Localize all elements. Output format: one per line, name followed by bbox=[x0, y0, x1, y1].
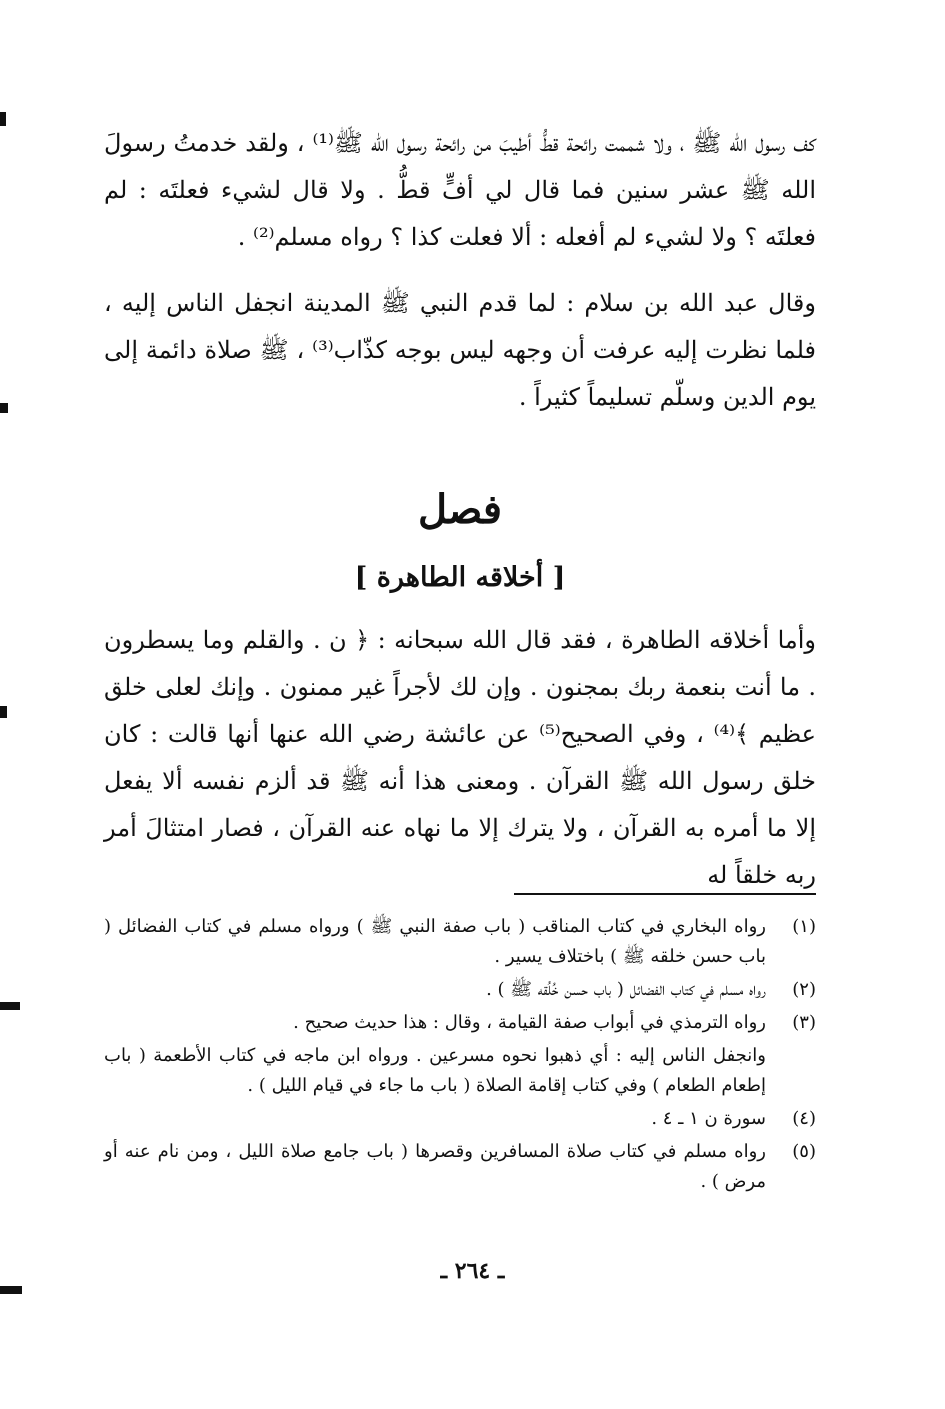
footnote-text: رواه مسلم في كتاب صلاة المسافرين وقصرها ( باب جامع صلاة الليل ، ومن نام عنه أو مرض ) . bbox=[104, 1141, 766, 1192]
scan-edge-mark bbox=[0, 403, 8, 413]
paragraph-text: كف رسول الله ﷺ ، ولا شممت رائحة قطُّ أطيبَ من رائحة رسول الله ﷺ⁽¹⁾ ، ولقد خدمتُ رسولَ الله ﷺ عشر سنين فما قال لي أفٍّ قطُّ . ولا قال لشيء فعلتَه : لم فعلتَه ؟ ولا لشيء لم أفعله : ألا فعلت كذا ؟ رواه مسلم⁽²⁾ . bbox=[104, 129, 817, 251]
body-paragraph bbox=[104, 120, 816, 261]
footnote-continuation: وانجفل الناس إليه : أي ذهبوا نحوه مسرعين . ورواه ابن ماجه في كتاب الأطعمة ( باب إطعام الطعام ) وفي كتاب إقامة الصلاة ( باب ما جاء في قيام الليل ) . bbox=[104, 1045, 766, 1096]
footnote-item bbox=[104, 1104, 816, 1134]
scan-edge-mark bbox=[0, 1286, 22, 1294]
footnote-item bbox=[104, 1137, 816, 1197]
footnote-number: (٣) bbox=[792, 1012, 816, 1033]
footnote-item bbox=[104, 1008, 816, 1038]
body-paragraph bbox=[104, 280, 816, 421]
footnote-text: رواه مسلم في كتاب الفضائل ( باب حسن خُلُقه ﷺ ) . bbox=[486, 979, 766, 1000]
footnote-separator bbox=[514, 893, 816, 895]
footnote-number: (١) bbox=[792, 916, 816, 937]
footnote-item bbox=[104, 975, 816, 1005]
page-number: ـ ٢٦٤ ـ bbox=[440, 1258, 505, 1284]
scan-edge-mark bbox=[0, 706, 7, 718]
scan-edge-mark bbox=[0, 112, 6, 126]
footnote-item bbox=[104, 912, 816, 972]
section-title: فصل bbox=[417, 486, 503, 533]
scan-edge-mark bbox=[0, 1002, 20, 1010]
paragraph-text: وأما أخلاقه الطاهرة ، فقد قال الله سبحانه : ﴿ ن . والقلم وما يسطرون . ما أنت بنعمة ربك بمجنون . وإن لك لأجراً غير ممنون . وإنك لعلى خلق عظيم ﴾⁽⁴⁾ ، وفي الصحيح⁽⁵⁾ عن عائشة رضي الله عنها أنها قالت : كان خلق رسول الله ﷺ القرآن . ومعنى هذا أنه ﷺ قد ألزم نفسه ألا يفعل إلا ما أمره به القرآن ، ولا يترك إلا ما نهاه عنه القرآن ، فصار امتثالَ أمر ربه خلقاً له bbox=[104, 626, 817, 889]
footnote-number: (٥) bbox=[792, 1141, 816, 1162]
section-subtitle: [ أخلاقه الطاهرة ] bbox=[354, 562, 566, 593]
footnotes bbox=[104, 912, 816, 1200]
footnote-text: رواه الترمذي في أبواب صفة القيامة ، وقال : هذا حديث صحيح . bbox=[293, 1012, 766, 1033]
footnote-text: رواه البخاري في كتاب المناقب ( باب صفة النبي ﷺ ) ورواه مسلم في كتاب الفضائل ( باب حسن خلقه ﷺ ) باختلاف يسير . bbox=[104, 916, 766, 967]
paragraph-text: وقال عبد الله بن سلام : لما قدم النبي ﷺ المدينة انجفل الناس إليه ، فلما نظرت إليه عرفت أن وجهه ليس بوجه كذّاب⁽³⁾ ، ﷺ صلاة دائمة إلى يوم الدين وسلّم تسليماً كثيراً . bbox=[104, 289, 817, 411]
footnote-number: (٤) bbox=[792, 1108, 816, 1129]
body-paragraph bbox=[104, 617, 816, 899]
footnote-text: سورة ن ١ ـ ٤ . bbox=[651, 1108, 766, 1129]
footnote-number: (٢) bbox=[792, 979, 816, 1000]
